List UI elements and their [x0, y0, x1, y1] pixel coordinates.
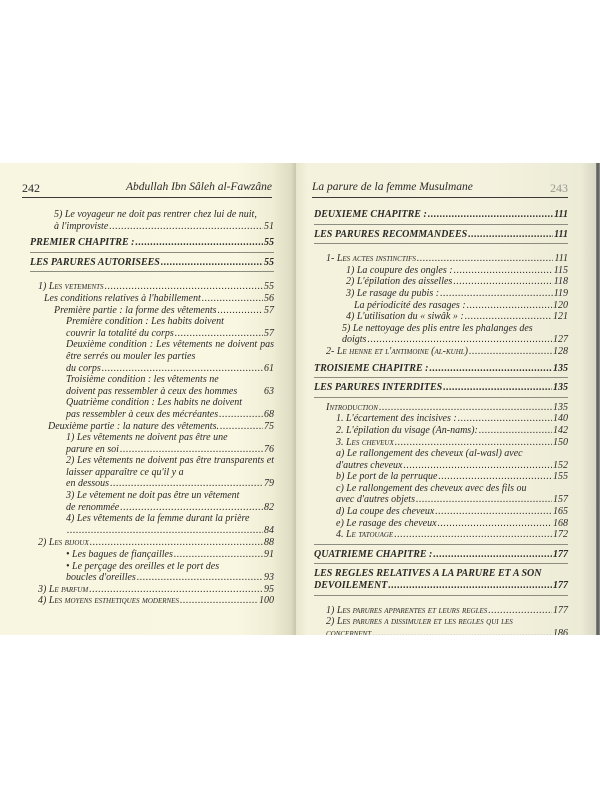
- toc-entry: 5) Le nettoyage des plis entre les phalanges des doigts ..... 127: [314, 323, 568, 346]
- page-number: 242: [22, 181, 40, 195]
- toc-entry: • Les bagues de fiançailles ..... 91: [30, 549, 274, 561]
- toc-entry: 4) L'utilisation du « siwâk » : ..... 121: [314, 311, 568, 323]
- toc-entry: 2) Les parures a dissimuler et les regles qui les concernent ..... 186: [314, 616, 568, 635]
- toc-entry: Première condition : Les habits doivent couvrir la totalité du corps ..... 57: [30, 316, 274, 339]
- toc-entry: 2. L'épilation du visage (An-nams): ..... 142: [314, 425, 568, 437]
- left-page: [0, 163, 296, 635]
- toc-section-title: LES PARURES AUTORISEES ..... 55: [30, 257, 274, 273]
- toc-entry: 4) Les vêtements de la femme durant la prière ..... 84: [30, 513, 274, 536]
- toc-entry: a) Le rallongement des cheveux (al-wasl) avec d'autres cheveux ..... 152: [314, 448, 568, 471]
- toc-entry: Troisième condition : les vêtements ne doivent pas ressembler à ceux des hommes 63: [66, 374, 274, 397]
- toc-section-title: LES PARURES RECOMMANDEES ..... 111: [314, 229, 568, 245]
- toc-entry: 1) Les vêtements ne doivent pas être une parure en soi ..... 76: [30, 432, 274, 455]
- toc-entry: Deuxième condition : Les vêtements ne doivent pas être serrés ou mouler les parties du corps ..... 61: [30, 339, 274, 374]
- toc-entry: 1) Les parures apparentes et leurs regles ..... 177: [314, 605, 568, 617]
- page-number: 243: [550, 181, 568, 195]
- toc-section-title: LES REGLES RELATIVES A LA PARURE ET A SON DEVOILEMENT ..... 177: [314, 568, 568, 595]
- toc-entry: 1) Les vetements ..... 55: [30, 281, 274, 293]
- toc-entry: • Le perçage des oreilles et le port des boucles d'oreilles ..... 93: [30, 561, 274, 584]
- toc-chapter: DEUXIEME CHAPITRE : ..... 111: [314, 209, 568, 225]
- toc-entry: 2- Le henne et l'antimoine (al-kuhl) ..... 128: [314, 346, 568, 358]
- toc-entry: d) La coupe des cheveux ..... 165: [314, 506, 568, 518]
- toc-entry: 2) Les bijoux ..... 88: [30, 537, 274, 549]
- right-page: [296, 163, 596, 635]
- open-book: [0, 163, 600, 635]
- toc-entry: 4. Le tatouage ..... 172: [314, 529, 568, 545]
- toc-entry: 2) L'épilation des aisselles ..... 118: [314, 276, 568, 288]
- toc-entry: Quatrième condition : Les habits ne doivent pas ressembler à ceux des mécréantes ..... 68: [30, 397, 274, 420]
- left-page-header: [22, 181, 272, 198]
- running-header: Abdullah Ibn Sâleh al-Fawzâne: [126, 181, 272, 193]
- toc-entry: 4) Les moyens esthetiques modernes ..... 100: [30, 595, 274, 607]
- toc-entry: 2) Les vêtements ne doivent pas être transparents et laisser apparaître ce qu'il y a en dessous ..... 79: [30, 455, 274, 490]
- toc-entry: Les conditions relatives à l'habillement ..... 56: [30, 293, 274, 305]
- toc-section-title: LES PARURES INTERDITES ..... 135: [314, 382, 568, 398]
- toc-entry: e) Le rasage des cheveux ..... 168: [314, 518, 568, 530]
- running-header: La parure de la femme Musulmane: [312, 181, 473, 193]
- toc-entry: Première partie : la forme des vêtements ..... 57: [30, 305, 274, 317]
- toc-entry: Deuxième partie : la nature des vêtements. ..... 75: [30, 421, 274, 433]
- toc-entry: b) Le port de la perruque ..... 155: [314, 471, 568, 483]
- toc-chapter: TROISIEME CHAPITRE : ..... 135: [314, 363, 568, 379]
- toc-entry: 3. Les cheveux ..... 150: [314, 437, 568, 449]
- toc-entry: 1) La coupure des ongles : ..... 115: [314, 265, 568, 277]
- toc-entry: 1. L'écartement des incisives : ..... 140: [314, 413, 568, 425]
- page-block-edge: [596, 163, 600, 635]
- right-page-header: [312, 181, 568, 198]
- toc-entry: Introduction ..... 135: [314, 402, 568, 414]
- toc-chapter: QUATRIEME CHAPITRE : ..... 177: [314, 549, 568, 565]
- toc-entry: La périodicité des rasages : ..... 120: [314, 300, 568, 312]
- toc-entry: 1- Les actes instinctifs ..... 111: [314, 253, 568, 265]
- toc-entry: c) Le rallongement des cheveux avec des fils ou avec d'autres objets ..... 157: [314, 483, 568, 506]
- toc-chapter: PREMIER CHAPITRE : ..... 55: [30, 237, 274, 253]
- toc-entry: 3) Le parfum ..... 95: [30, 584, 274, 596]
- toc-entry: 5) Le voyageur ne doit pas rentrer chez lui de nuit, à l'improviste ..... 51: [30, 209, 274, 232]
- toc-entry: 3) Le rasage du pubis : ..... 119: [314, 288, 568, 300]
- toc-entry: 3) Le vêtement ne doit pas être un vêtement de renommée ..... 82: [30, 490, 274, 513]
- table-of-contents-right: [314, 209, 568, 635]
- table-of-contents-left: [30, 209, 274, 607]
